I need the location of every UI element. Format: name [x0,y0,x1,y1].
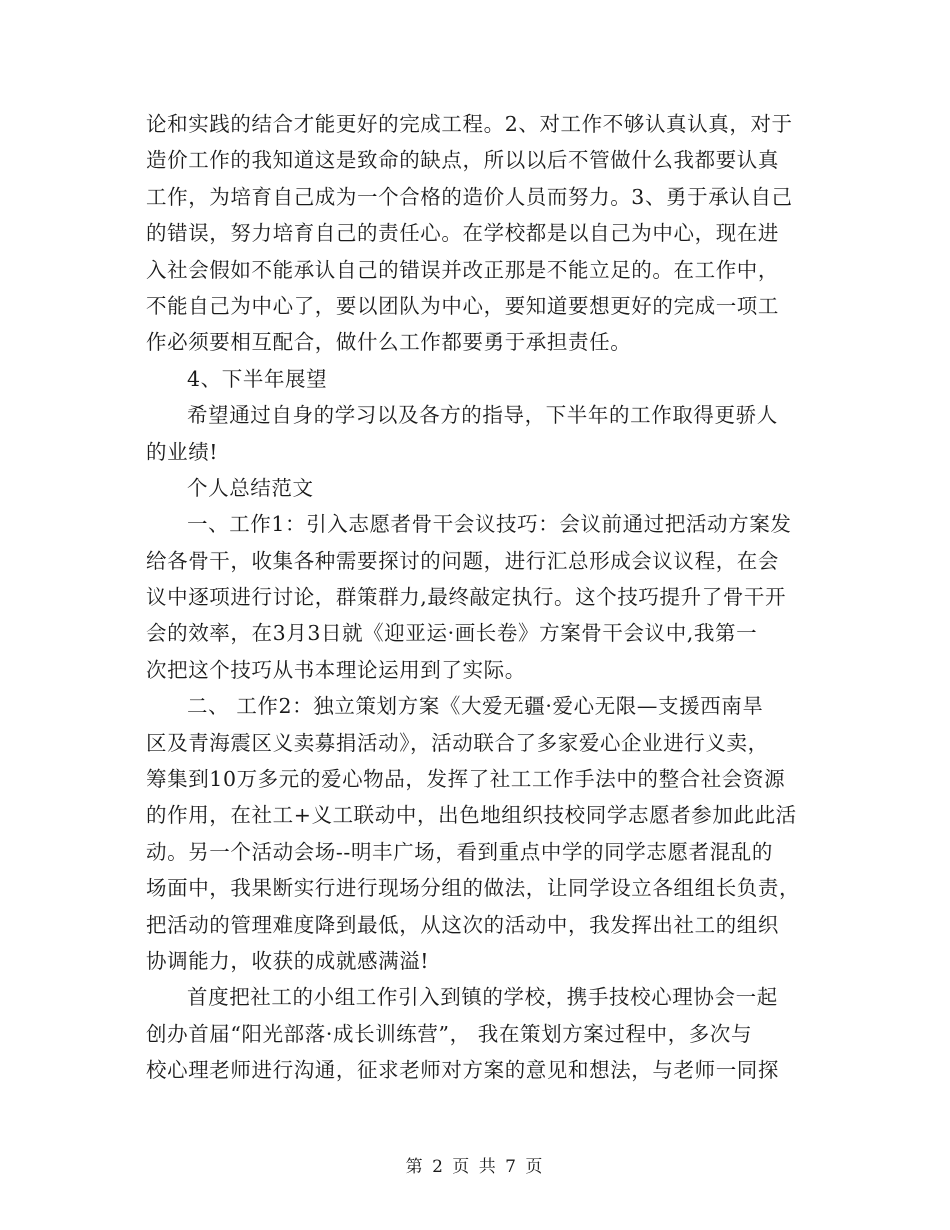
text-line: 创办首届“阳光部落·成长训练营”， 我在策划方案过程中，多次与 [146,1021,753,1046]
text-line: 首度把社工的小组工作引入到镇的学校，携手技校心理协会一起 [187,985,778,1010]
text-line: 把活动的管理难度降到最低，从这次的活动中，我发挥出社工的组织 [146,912,779,937]
text-line: 校心理老师进行沟通，征求老师对方案的意见和想法，与老师一同探 [146,1058,779,1083]
page-number-label: 第 2 页 共 7 页 [405,1157,545,1177]
page-footer [0,1152,950,1177]
text-line: 次把这个技巧从书本理论运用到了实际。 [146,657,526,682]
text-line: 筹集到10万多元的爱心物品，发挥了社工工作手法中的整合社会资源 [146,767,786,792]
text-line: 区及青海震区义卖募捐活动》，活动联合了多家爱心企业进行义卖， [146,730,769,755]
text-line: 入社会假如不能承认自己的错误并改正那是不能立足的。在工作中， [146,257,779,282]
text-line: 动。另一个活动会场--明丰广场，看到重点中学的同学志愿者混乱的 [146,839,773,864]
text-line: 场面中，我果断实行进行现场分组的做法，让同学设立各组组长负责， [146,876,801,901]
text-line: 的作用，在社工+义工联动中，出色地组织技校同学志愿者参加此此活 [146,803,797,828]
text-line: 论和实践的结合才能更好的完成工程。2、对工作不够认真认真，对于 [146,112,793,136]
text-line: 4、下半年展望 [187,366,328,391]
text-line: 一、工作1：引入志愿者骨干会议技巧：会议前通过把活动方案发 [187,512,792,537]
text-line: 不能自己为中心了，要以团队为中心，要知道要想更好的完成一项工 [146,293,779,318]
text-line: 给各骨干，收集各种需要探讨的问题，进行汇总形成会议议程，在会 [146,548,779,573]
text-line: 作必须要相互配合，做什么工作都要勇于承担责任。 [146,330,632,355]
text-line: 的业绩! [146,439,219,464]
text-line: 希望通过自身的学习以及各方的指导，下半年的工作取得更骄人 [187,403,778,428]
text-line: 造价工作的我知道这是致命的缺点，所以以后不管做什么我都要认真 [146,148,779,173]
text-line: 工作，为培育自己成为一个合格的造价人员而努力。3、勇于承认自己 [146,184,793,209]
document-body [146,106,816,1089]
text-line: 的错误，努力培育自己的责任心。在学校都是以自己为中心，现在进 [146,221,779,246]
text-line: 协调能力，收获的成就感满溢! [146,948,430,973]
text-line: 会的效率，在3月3日就《迎亚运·画长卷》方案骨干会议中,我第一 [146,621,758,646]
text-line: 议中逐项进行讨论，群策群力,最终敲定执行。这个技巧提升了骨干开 [146,585,787,610]
text-line: 二、 工作2：独立策划方案《大爱无疆·爱心无限—支援西南旱 [187,694,764,719]
text-line: 个人总结范文 [187,475,314,500]
